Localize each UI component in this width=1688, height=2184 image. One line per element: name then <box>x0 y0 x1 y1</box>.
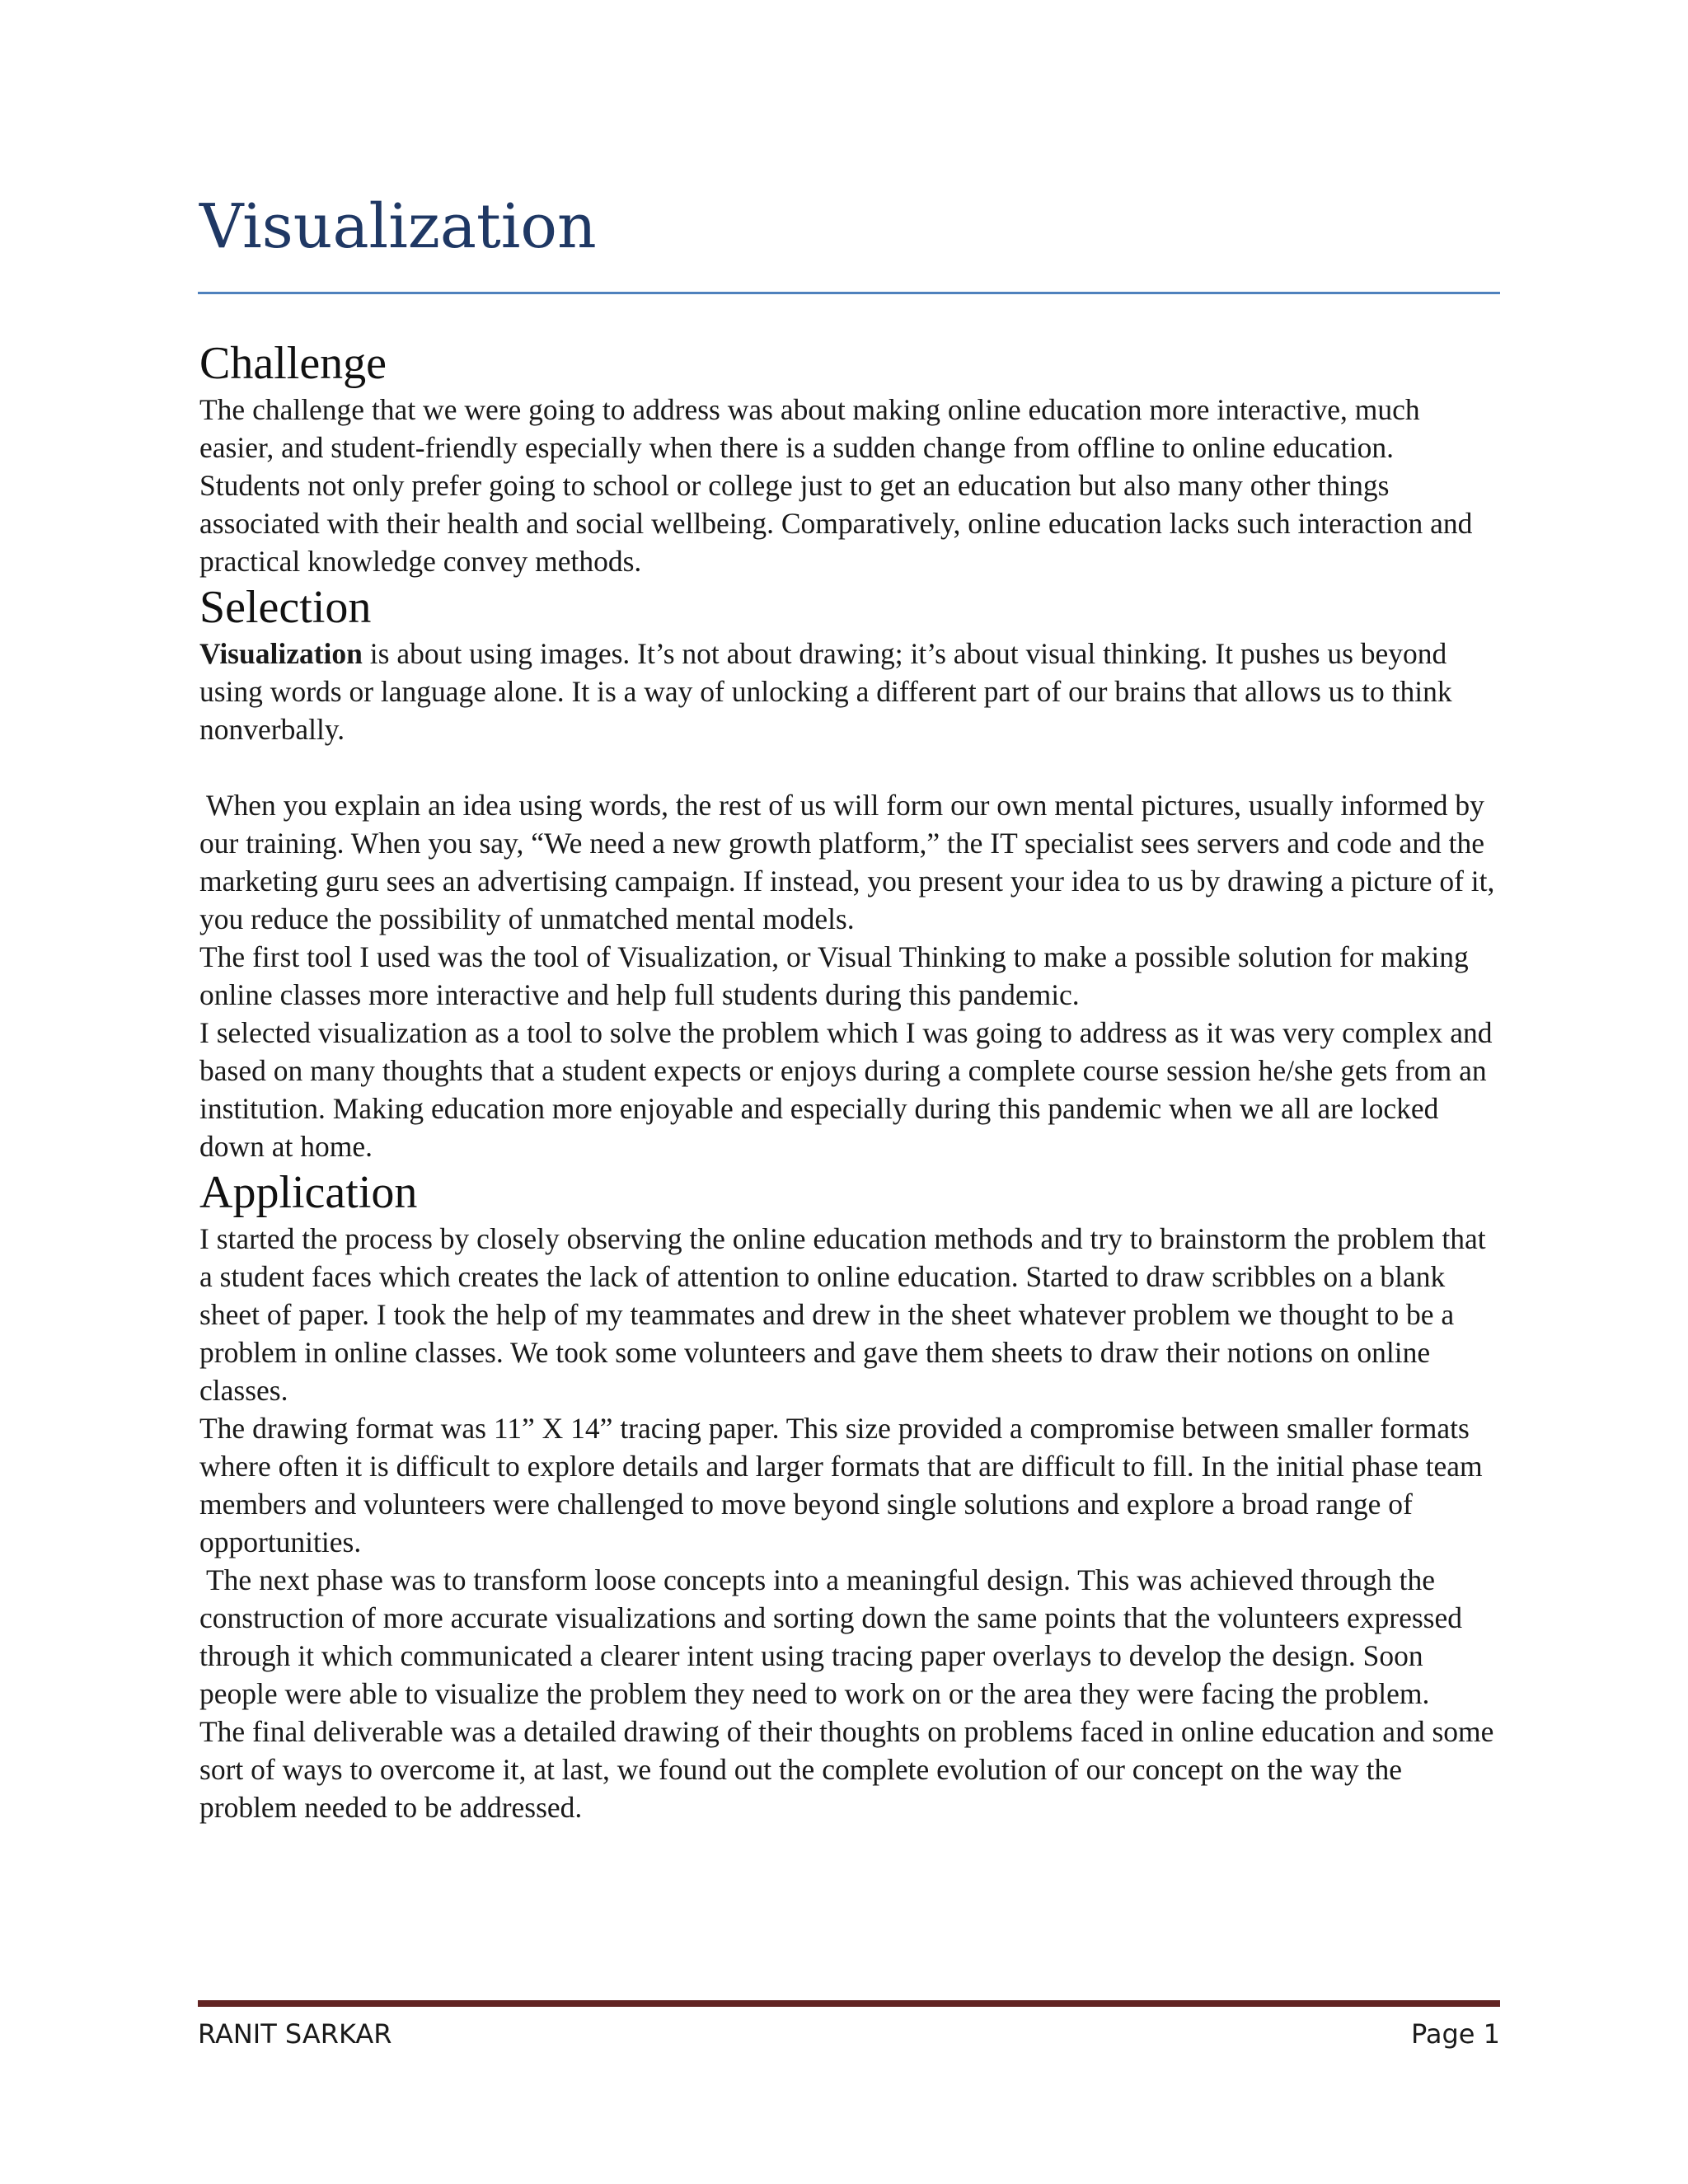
challenge-paragraph: The challenge that we were going to address was about making online education more interactive, much easier, and student-friendly especially when there is a sudden change from offline to online education. Students not only prefer going to school or college just to get an education but also many other things associated with their health and social wellbeing. Comparatively, online education lacks such interaction and practical knowledge convey methods. <box>199 393 1473 578</box>
footer-author: RANIT SARKAR <box>198 2018 392 2050</box>
section-selection <box>199 580 1500 1165</box>
document-body <box>199 336 1500 1826</box>
selection-paragraph: I selected visualization as a tool to solve the problem which I was going to address as it was very complex and based on many thoughts that a student expects or enjoys during a complete course session he/she gets from an institution. Making education more enjoyable and especially during this pandemic when we all are locked down at home. <box>199 1016 1493 1163</box>
selection-lead-text: is about using images. It’s not about drawing; it’s about visual thinking. It pushes us beyond using words or language alone. It is a way of unlocking a different part of our brains that allows us to think nonverbally. <box>199 637 1452 746</box>
title-underline <box>198 292 1500 294</box>
application-paragraph: The final deliverable was a detailed drawing of their thoughts on problems faced in online education and some sort of ways to overcome it, at last, we found out the complete evolution of our concept on the way the problem needed to be addressed. <box>199 1715 1494 1824</box>
selection-lead-paragraph <box>199 635 1500 748</box>
section-heading-selection: Selection <box>199 582 372 633</box>
document-page <box>198 0 1500 2184</box>
application-paragraph: The drawing format was 11” X 14” tracing paper. This size provided a compromise between smaller formats where often it is difficult to explore details and larger formats that are difficult to fill. In the initial phase team members and volunteers were challenged to move beyond single solutions and explore a broad range of opportunities. <box>199 1412 1483 1558</box>
application-paragraph: I started the process by closely observing the online education methods and try to brainstorm the problem that a student faces which creates the lack of attention to online education. Started to draw scribbles on a blank sheet of paper. I took the help of my teammates and drew in the sheet whatever problem we thought to be a problem in online classes. We took some volunteers and gave them sheets to draw their notions on online classes. <box>199 1222 1486 1407</box>
footer-page-number: Page 1 <box>1411 2018 1500 2050</box>
document-title: Visualization <box>199 191 597 262</box>
section-challenge <box>199 336 1500 580</box>
selection-paragraph: When you explain an idea using words, the rest of us will form our own mental pictures, usually informed by our training. When you say, “We need a new growth platform,” the IT specialist sees servers and code and the marketing guru sees an advertising campaign. If instead, you present your idea to us by drawing a picture of it, you reduce the possibility of unmatched mental models. <box>199 789 1495 935</box>
selection-lead-term: Visualization <box>199 637 363 670</box>
selection-paragraph: The first tool I used was the tool of Visualization, or Visual Thinking to make a possible solution for making online classes more interactive and help full students during this pandemic. <box>199 940 1469 1011</box>
section-heading-challenge: Challenge <box>199 338 387 389</box>
section-application <box>199 1165 1500 1826</box>
footer-divider <box>198 2000 1500 2007</box>
section-heading-application: Application <box>199 1167 418 1218</box>
paragraph-spacer <box>199 748 1500 786</box>
application-paragraph: The next phase was to transform loose concepts into a meaningful design. This was achieved through the construction of more accurate visualizations and sorting down the same points that the volunteers expressed through it which communicated a clearer intent using tracing paper overlays to develop the design. Soon people were able to visualize the problem they need to work on or the area they were facing the problem. <box>199 1563 1462 1710</box>
